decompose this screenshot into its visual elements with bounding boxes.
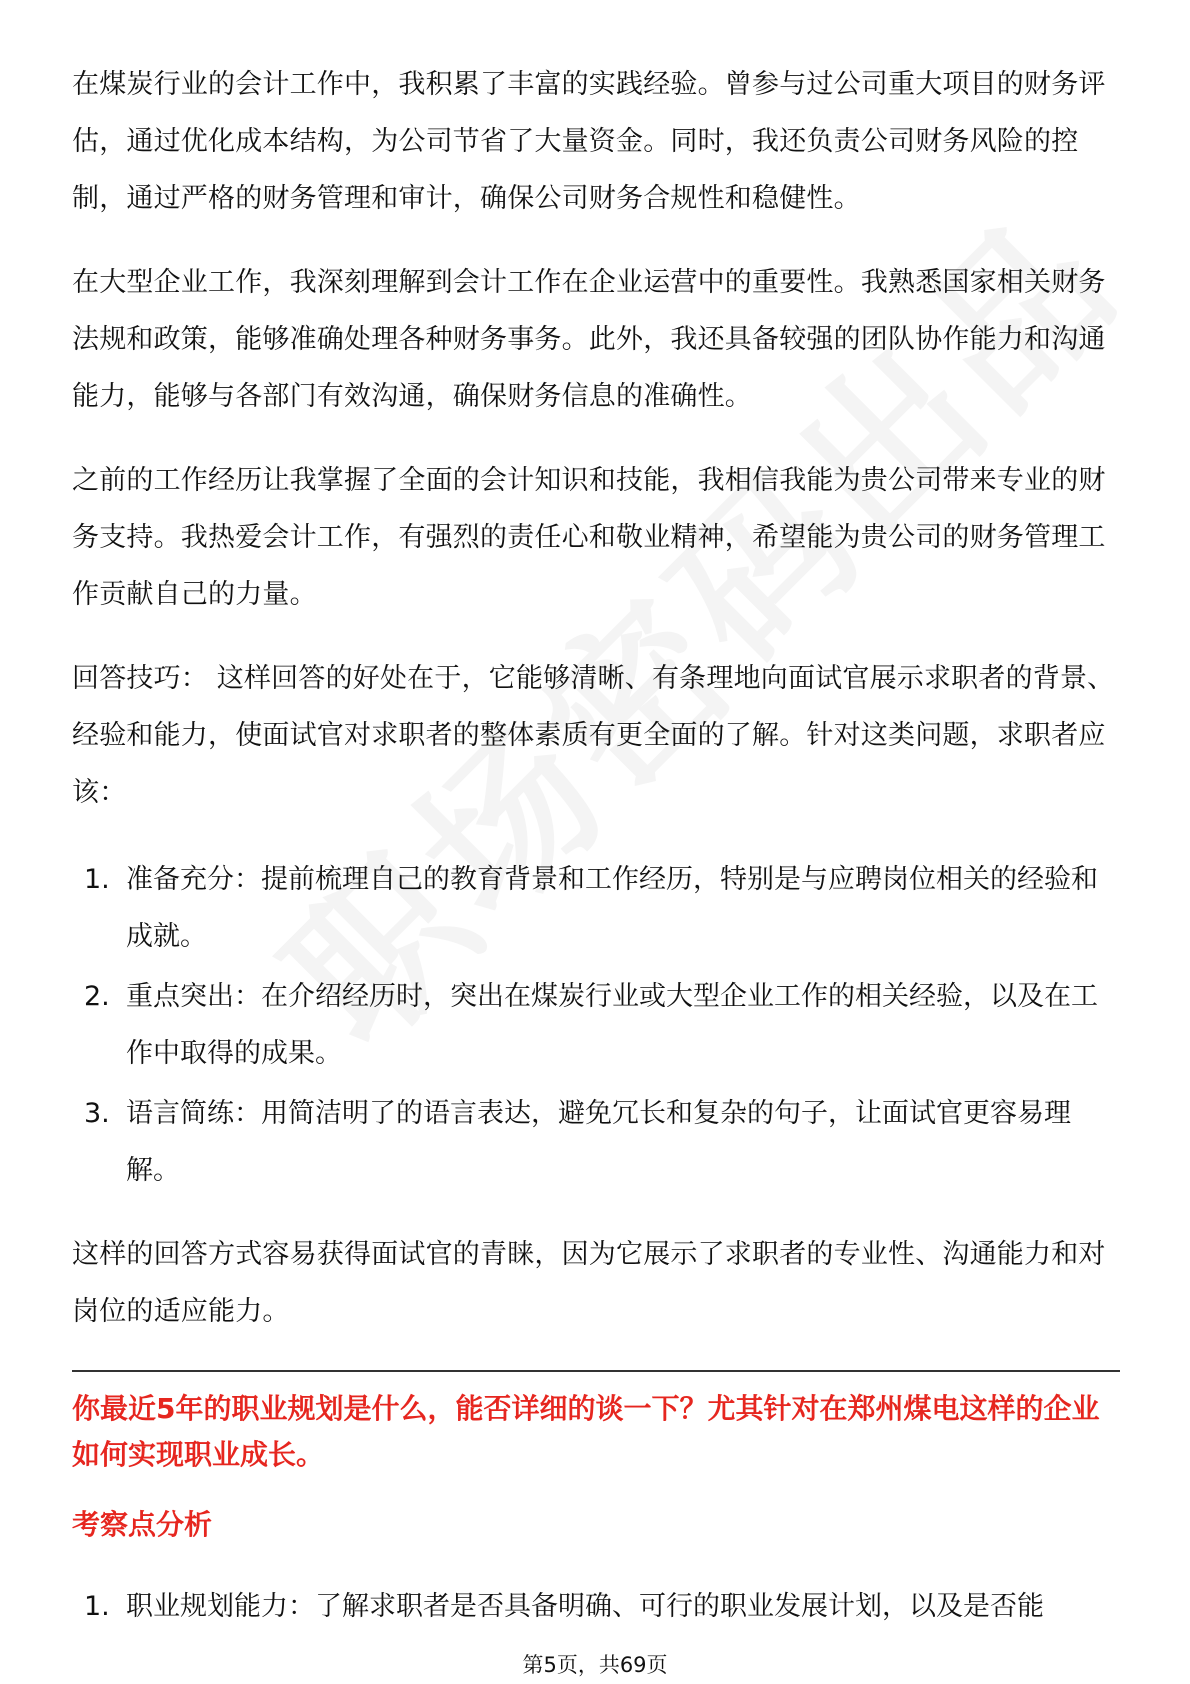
section-divider bbox=[72, 1370, 1120, 1372]
list-number: 1. bbox=[84, 1591, 110, 1622]
page-footer: 第5页，共69页 bbox=[522, 1653, 668, 1677]
paragraph: 之前的工作经历让我掌握了全面的会计知识和技能，我相信我能为贵公司带来专业的财务支持。我热爱会计工作，有强烈的责任心和敬业精神，希望能为贵公司的财务管理工作贡献自己的力量。 bbox=[72, 465, 1106, 610]
paragraph: 在煤炭行业的会计工作中，我积累了丰富的实践经验。曾参与过公司重大项目的财务评估，通过优化成本结构，为公司节省了大量资金。同时，我还负责公司财务风险的控制，通过严格的财务管理和审计，确保公司财务合规性和稳健性。 bbox=[72, 69, 1106, 214]
list-item-text: 语言简练：用简洁明了的语言表达，避免冗长和复杂的句子，让面试官更容易理解。 bbox=[126, 1098, 1071, 1186]
list-item-text: 准备充分：提前梳理自己的教育背景和工作经历，特别是与应聘岗位相关的经验和成就。 bbox=[126, 864, 1098, 952]
analysis-list bbox=[72, 1578, 1120, 1635]
interview-question: 你最近5年的职业规划是什么，能否详细的谈一下？尤其针对在郑州煤电这样的企业如何实现职业成长。 bbox=[72, 1392, 1100, 1471]
list-number: 3. bbox=[84, 1098, 110, 1129]
list-item bbox=[72, 1085, 1120, 1199]
answer-tips-paragraph: 回答技巧： 这样回答的好处在于，它能够清晰、有条理地向面试官展示求职者的背景、经验和能力，使面试官对求职者的整体素质有更全面的了解。针对这类问题，求职者应该： bbox=[72, 663, 1115, 808]
list-item-text: 重点突出：在介绍经历时，突出在煤炭行业或大型企业工作的相关经验，以及在工作中取得的成果。 bbox=[126, 981, 1098, 1069]
list-item bbox=[72, 968, 1120, 1082]
analysis-heading: 考察点分析 bbox=[72, 1508, 213, 1541]
list-number: 1. bbox=[84, 864, 110, 895]
list-item bbox=[72, 851, 1120, 965]
list-item-text: 职业规划能力：了解求职者是否具备明确、可行的职业发展计划，以及是否能 bbox=[126, 1591, 1044, 1622]
paragraph: 在大型企业工作，我深刻理解到会计工作在企业运营中的重要性。我熟悉国家相关财务法规和政策，能够准确处理各种财务事务。此外，我还具备较强的团队协作能力和沟通能力，能够与各部门有效沟通，确保财务信息的准确性。 bbox=[72, 267, 1106, 412]
closing-paragraph: 这样的回答方式容易获得面试官的青睐，因为它展示了求职者的专业性、沟通能力和对岗位的适应能力。 bbox=[72, 1239, 1106, 1327]
list-number: 2. bbox=[84, 981, 110, 1012]
page-content bbox=[72, 56, 1120, 1662]
list-item bbox=[72, 1578, 1120, 1635]
tips-list bbox=[72, 851, 1120, 1199]
